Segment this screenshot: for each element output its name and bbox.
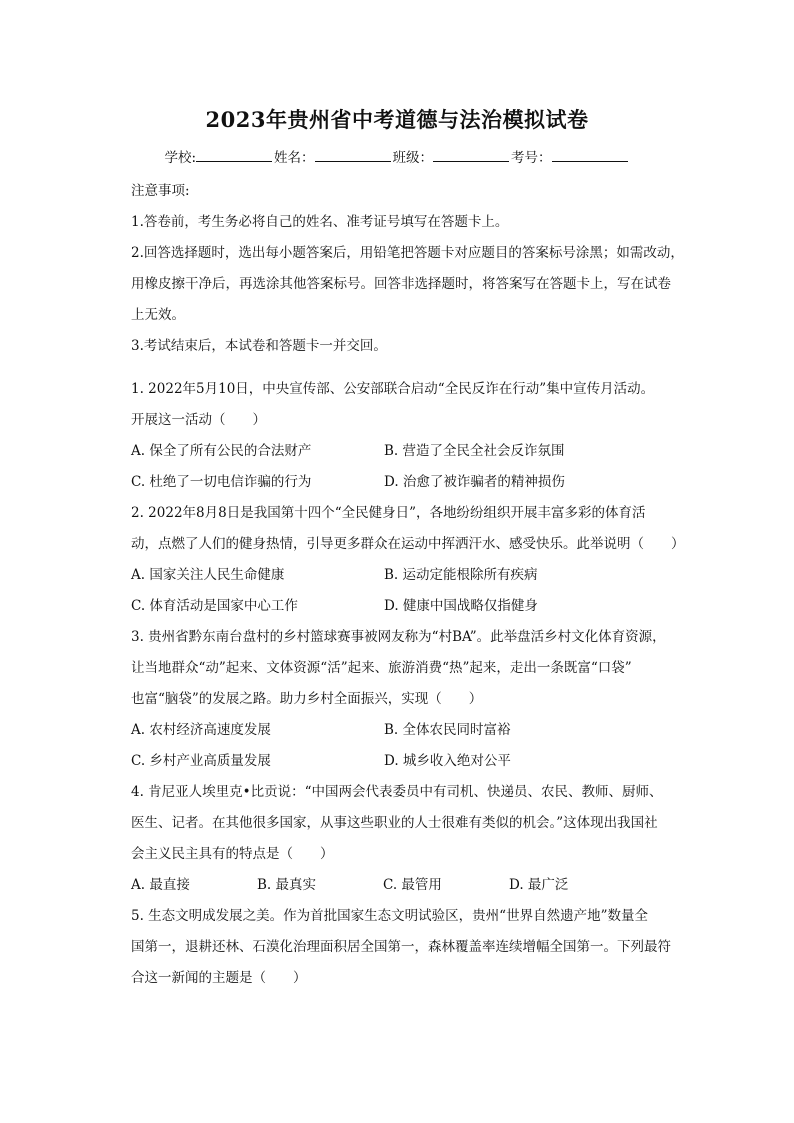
option-row (131, 560, 701, 591)
question-text: 动，点燃了人们的健身热情，引导更多群众在运动中挥洒汗水、感受快乐。此举说明（ ） (131, 536, 685, 552)
question-5 (131, 901, 701, 994)
option-row (131, 467, 701, 498)
option-row (131, 591, 701, 622)
student-info-line (0, 146, 794, 166)
option-a: A. 国家关注人民生命健康 (131, 567, 285, 583)
option-row (131, 870, 701, 901)
class-label: 班级： (392, 150, 434, 166)
option-d: D. 最广泛 (509, 877, 569, 893)
exam-content (131, 176, 701, 994)
option-d: D. 城乡收入绝对公平 (384, 753, 511, 769)
question-4 (131, 777, 701, 901)
option-d: D. 健康中国战略仅指健身 (384, 598, 538, 614)
question-text: 2. 2022年8月8日是我国第十四个“全民健身日”，各地纷纷组织开展丰富多彩的体育活 (131, 505, 646, 521)
option-b: B. 全体农民同时富裕 (384, 722, 511, 738)
option-c: C. 体育活动是国家中心工作 (131, 598, 298, 614)
question-text: 医生、记者。在其他很多国家，从事这些职业的人士很难有类似的机会。”这体现出我国社 (131, 815, 658, 831)
question-text: 会主义民主具有的特点是（ ） (131, 846, 334, 862)
notice-item: 2.回答选择题时，选出每小题答案后，用铅笔把答题卡对应题目的答案标号涂黑；如需改动， (131, 245, 684, 261)
question-2 (131, 498, 701, 622)
exam-no-blank[interactable] (552, 149, 628, 162)
option-d: D. 治愈了被诈骗者的精神损伤 (384, 474, 565, 490)
name-label: 姓名： (274, 150, 315, 166)
option-a: A. 最直接 (131, 877, 190, 893)
question-text: 1. 2022年5月10日，中央宣传部、公安部联合启动“全民反诈在行动”集中宣传月活动。 (131, 381, 655, 397)
notice-heading: 注意事项: (131, 183, 190, 199)
question-text: 开展这一活动（ ） (131, 412, 266, 428)
question-text: 国第一，退耕还林、石漠化治理面积居全国第一，森林覆盖率连续增幅全国第一。下列最符 (131, 939, 671, 955)
option-b: B. 最真实 (257, 877, 317, 893)
option-c: C. 杜绝了一切电信诈骗的行为 (131, 474, 312, 490)
question-1 (131, 374, 701, 498)
school-label: 学校: (164, 150, 197, 166)
notice-item: 1.答卷前，考生务必将自己的姓名、准考证号填写在答题卡上。 (131, 214, 509, 230)
option-row (131, 436, 701, 467)
notice-item: 用橡皮擦干净后，再选涂其他答案标号。回答非选择题时，将答案写在答题卡上，写在试卷 (131, 276, 671, 292)
name-blank[interactable] (315, 149, 391, 162)
option-a: A. 农村经济高速度发展 (131, 722, 271, 738)
class-blank[interactable] (433, 149, 509, 162)
question-text: 5. 生态文明成发展之美。作为首批国家生态文明试验区，贵州“世界自然遗产地”数量全 (131, 908, 648, 924)
option-row (131, 715, 701, 746)
question-text: 也富“脑袋”的发展之路。助力乡村全面振兴，实现（ ） (131, 691, 483, 707)
notice-item: 上无效。 (131, 307, 185, 323)
question-3 (131, 622, 701, 777)
exam-no-label: 考号： (511, 150, 552, 166)
question-text: 让当地群众“动”起来、文体资源“活”起来、旅游消费“热”起来，走出一条既富“口袋” (131, 660, 632, 676)
page-title: 2023年贵州省中考道德与法治模拟试卷 (205, 107, 589, 132)
question-text: 合这一新闻的主题是（ ） (131, 970, 307, 986)
option-b: B. 运动定能根除所有疾病 (384, 567, 538, 583)
school-blank[interactable] (196, 149, 272, 162)
option-c: C. 最管用 (383, 877, 442, 893)
notice-item: 3.考试结束后，本试卷和答题卡一并交回。 (131, 338, 387, 354)
spacer (131, 362, 701, 374)
option-row (131, 746, 701, 777)
question-text: 4. 肯尼亚人埃里克•比贡说：“中国两会代表委员中有司机、快递员、农民、教师、厨师、 (131, 784, 663, 800)
question-text: 3. 贵州省黔东南台盘村的乡村篮球赛事被网友称为“村BA”。此举盘活乡村文化体育资源， (131, 629, 666, 645)
option-b: B. 营造了全民全社会反诈氛围 (384, 443, 565, 459)
option-c: C. 乡村产业高质量发展 (131, 753, 271, 769)
option-a: A. 保全了所有公民的合法财产 (131, 443, 312, 459)
